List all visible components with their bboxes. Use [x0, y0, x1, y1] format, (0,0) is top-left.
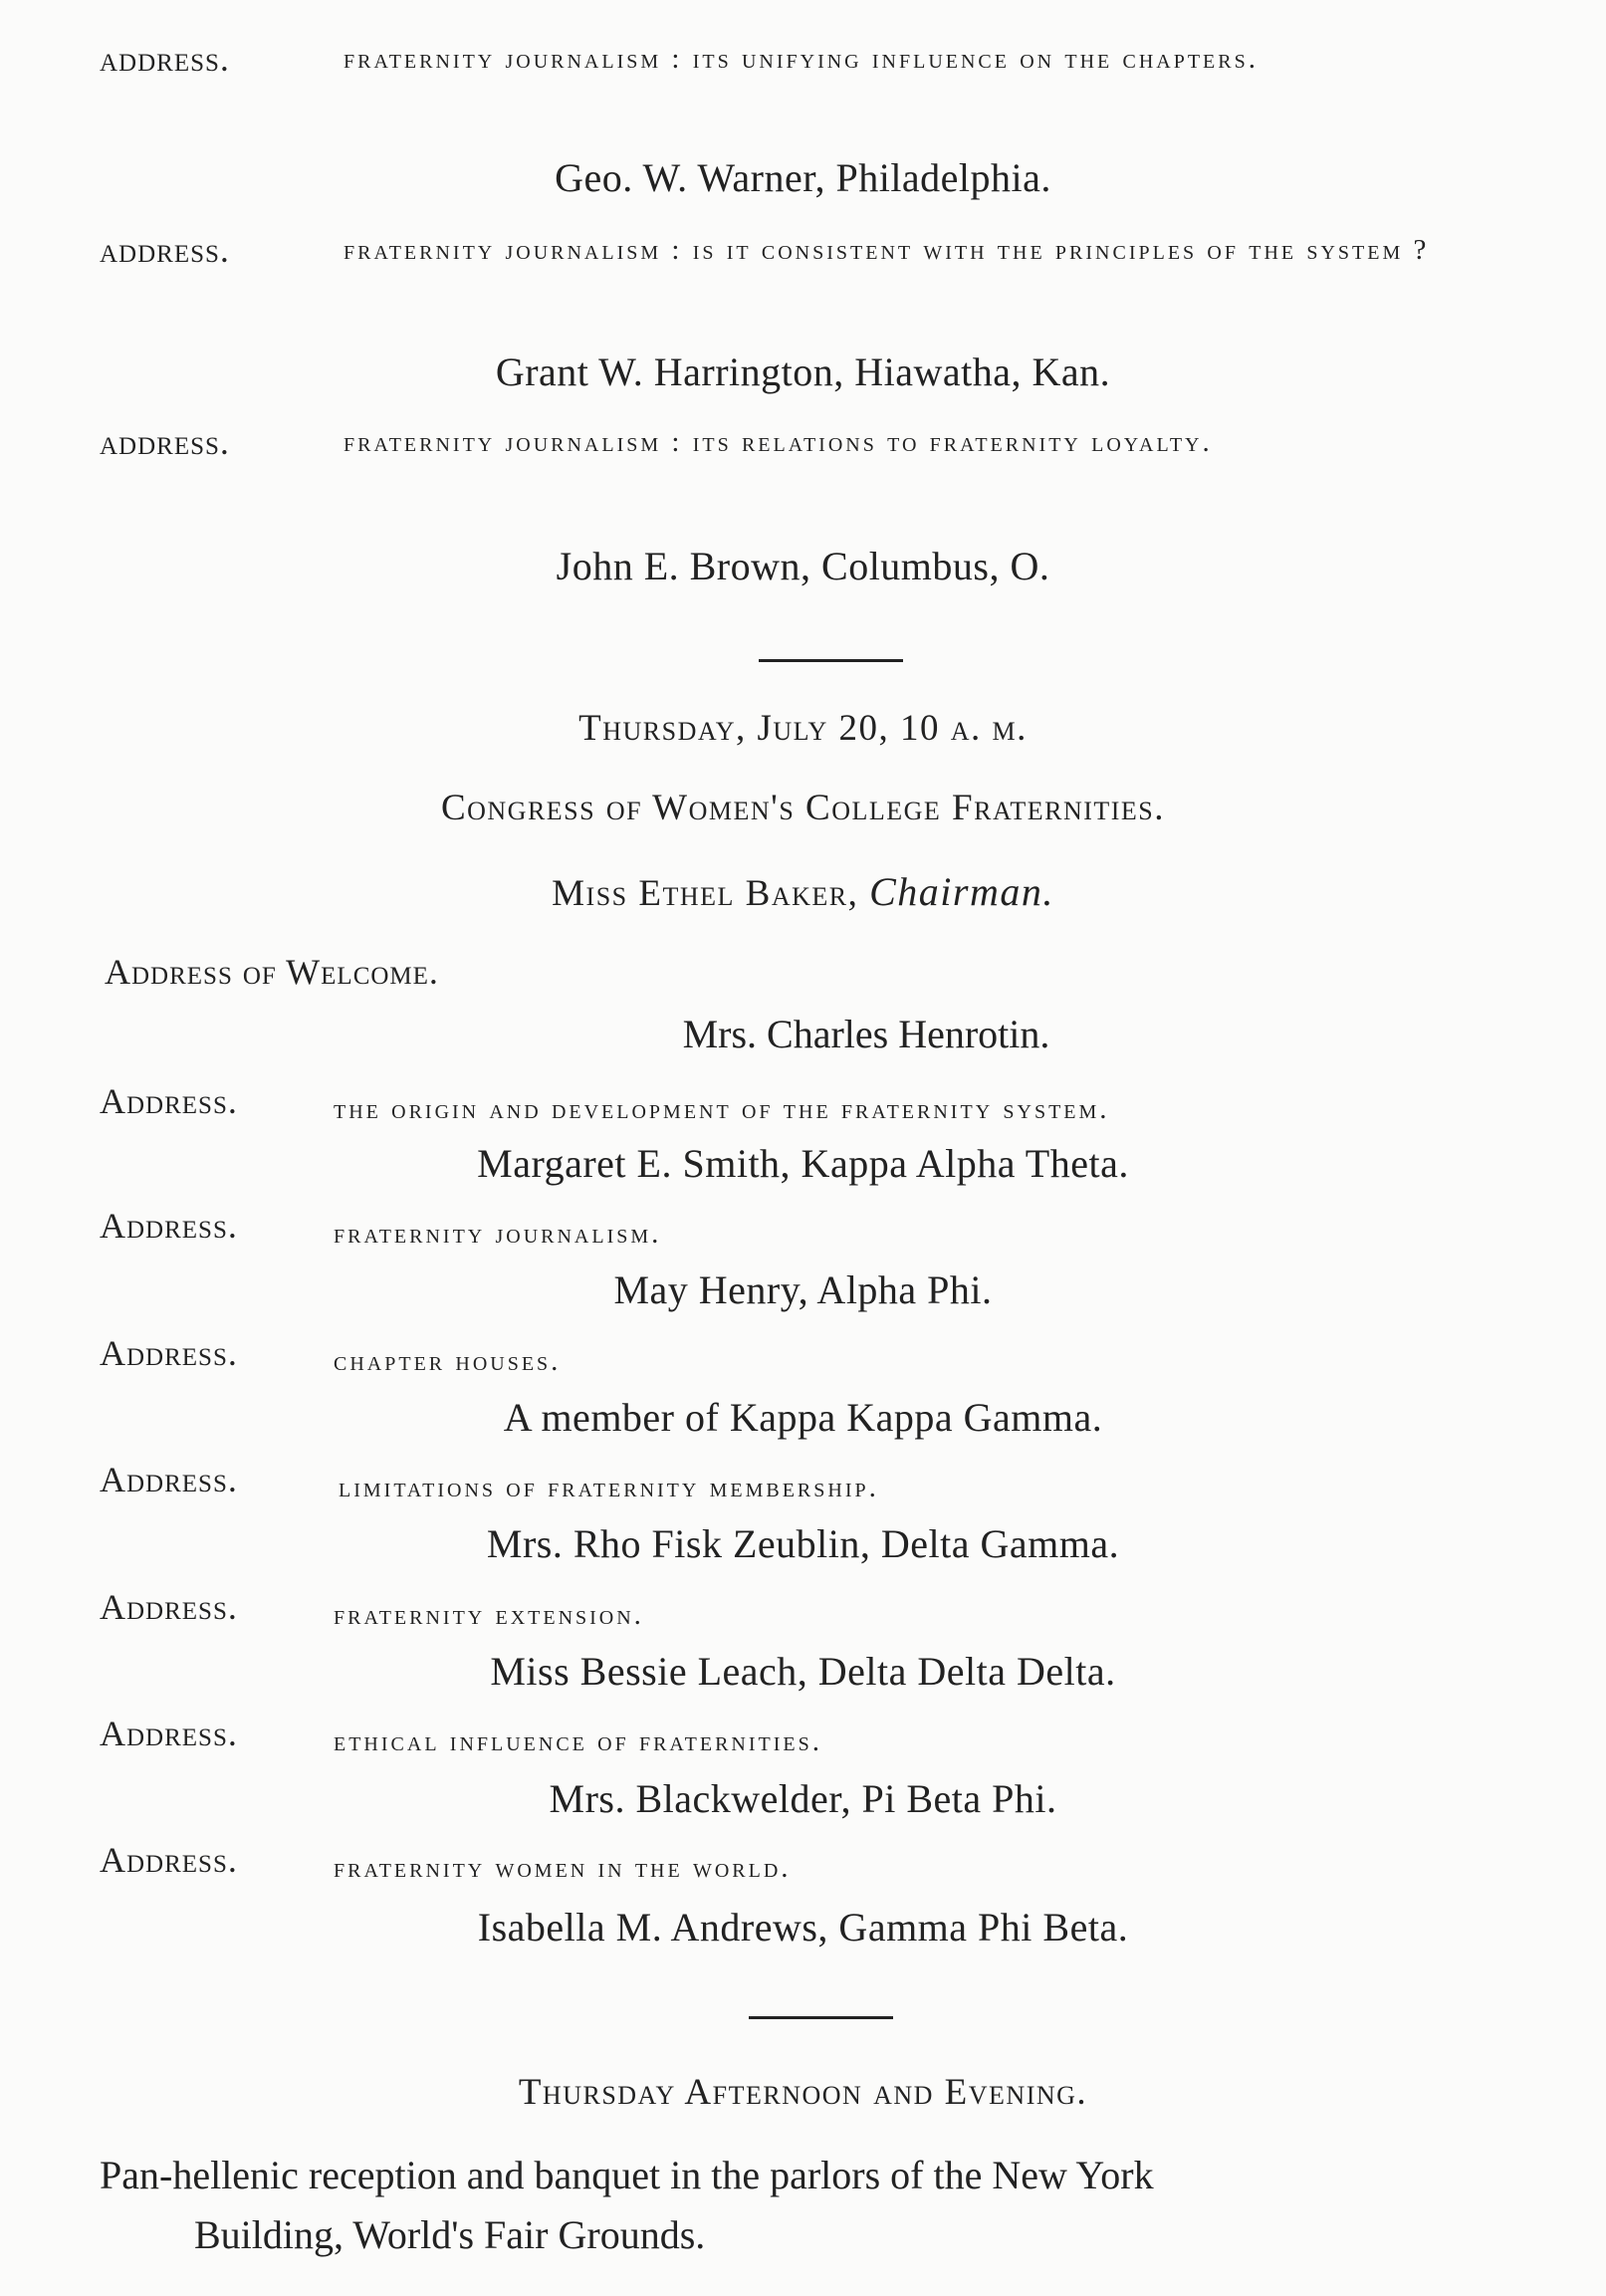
- address-label: Address.: [100, 1460, 238, 1499]
- address-entry: [100, 221, 1553, 279]
- address-entry: [100, 1205, 1553, 1263]
- address-entry: [100, 413, 1553, 471]
- address-entry: [100, 1080, 1553, 1138]
- speaker-name: Mrs. Blackwelder, Pi Beta Phi.: [549, 1776, 1057, 1821]
- address-topic: limitations of fraternity membership.: [339, 1472, 879, 1503]
- afternoon-paragraph: [100, 2146, 1553, 2265]
- address-entry: [100, 1713, 1553, 1770]
- address-topic: fraternity extension.: [334, 1599, 644, 1631]
- welcome-label: Address of Welcome.: [105, 952, 439, 992]
- address-label: Address.: [100, 1714, 238, 1753]
- date-heading: Thursday, July 20, 10 a. m.: [578, 708, 1028, 749]
- address-entry: [100, 1586, 1553, 1644]
- address-topic: fraternity journalism.: [334, 1218, 662, 1250]
- chair-name: Miss Ethel Baker,: [552, 873, 859, 914]
- address-label: Address.: [100, 1206, 238, 1246]
- speaker-name: Margaret E. Smith, Kappa Alpha Theta.: [477, 1141, 1129, 1186]
- address-entry: [100, 30, 1553, 88]
- speaker-name: John E. Brown, Columbus, O.: [556, 544, 1050, 588]
- address-entry: [100, 1839, 1553, 1897]
- speaker-name: Isabella M. Andrews, Gamma Phi Beta.: [477, 1905, 1129, 1950]
- address-label: Address.: [100, 1840, 238, 1880]
- address-entry: [100, 1332, 1553, 1390]
- speaker-name: Mrs. Rho Fisk Zeublin, Delta Gamma.: [486, 1521, 1120, 1566]
- paragraph-line: Building, World's Fair Grounds.: [194, 2212, 706, 2257]
- address-label: Address.: [100, 1081, 238, 1121]
- chair-line: [0, 868, 1606, 915]
- speaker-name: Miss Bessie Leach, Delta Delta Delta.: [490, 1649, 1116, 1694]
- afternoon-heading: Thursday Afternoon and Evening.: [518, 2072, 1088, 2113]
- section-divider: [759, 659, 903, 662]
- speaker-name: May Henry, Alpha Phi.: [613, 1267, 993, 1312]
- address-topic: fraternity journalism : its unifying influence on the chapters.: [344, 43, 1259, 75]
- address-label: address.: [100, 230, 230, 270]
- address-topic: the origin and development of the fraternity system.: [334, 1093, 1110, 1125]
- address-topic: fraternity women in the world.: [334, 1852, 792, 1884]
- speaker-name: Geo. W. Warner, Philadelphia.: [555, 155, 1051, 200]
- chair-title: Chairman.: [869, 869, 1054, 914]
- address-entry: [100, 1459, 1553, 1516]
- address-label: Address.: [100, 1333, 238, 1373]
- address-topic: fraternity journalism : is it consistent with the principles of the system ?: [344, 234, 1430, 266]
- address-label: address.: [100, 39, 230, 79]
- speaker-name: Grant W. Harrington, Hiawatha, Kan.: [495, 349, 1111, 394]
- welcome-speaker: Mrs. Charles Henrotin.: [682, 1012, 1050, 1056]
- address-topic: chapter houses.: [334, 1345, 562, 1377]
- address-topic: ethical influence of fraternities.: [334, 1725, 822, 1757]
- section-divider: [749, 2016, 893, 2019]
- congress-heading: Congress of Women's College Fraternities.: [440, 788, 1166, 828]
- address-label: Address.: [100, 1587, 238, 1627]
- speaker-name: A member of Kappa Kappa Gamma.: [503, 1395, 1103, 1440]
- paragraph-line: Pan-hellenic reception and banquet in the parlors of the New York: [100, 2153, 1154, 2197]
- address-topic: fraternity journalism : its relations to fraternity loyalty.: [344, 426, 1213, 458]
- address-label: address.: [100, 422, 230, 462]
